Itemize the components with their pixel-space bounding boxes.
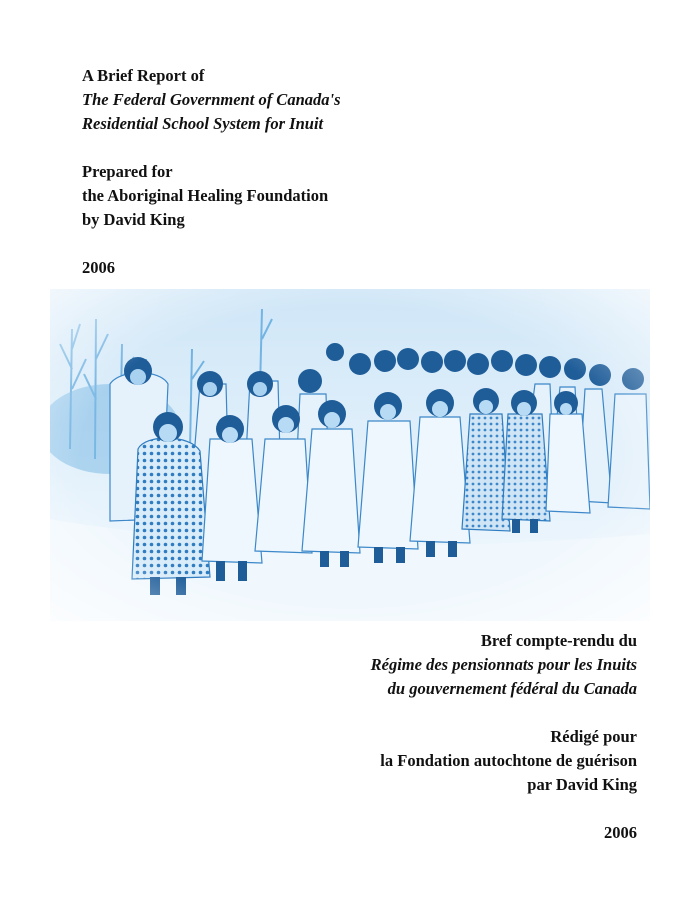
english-title-line-2: The Federal Government of Canada's <box>82 90 341 109</box>
cover-photo <box>50 289 650 621</box>
french-prepared-for: Rédigé pour <box>550 727 637 746</box>
french-title-block <box>217 629 637 845</box>
english-author: by David King <box>82 210 185 229</box>
french-year: 2006 <box>604 823 637 842</box>
english-year: 2006 <box>82 258 115 277</box>
french-foundation: la Fondation autochtone de guérison <box>380 751 637 770</box>
english-title-block <box>82 64 502 280</box>
french-author: par David King <box>527 775 637 794</box>
group-photo-icon <box>50 289 650 621</box>
french-title-line-2: Régime des pensionnats pour les Inuits <box>370 655 637 674</box>
french-title-line-3: du gouvernement fédéral du Canada <box>387 679 637 698</box>
english-prepared-for: Prepared for <box>82 162 173 181</box>
english-title-line-3: Residential School System for Inuit <box>82 114 324 133</box>
french-title-line-1: Bref compte-rendu du <box>480 631 637 650</box>
english-title-line-1: A Brief Report of <box>82 66 205 85</box>
english-foundation: the Aboriginal Healing Foundation <box>82 186 329 205</box>
